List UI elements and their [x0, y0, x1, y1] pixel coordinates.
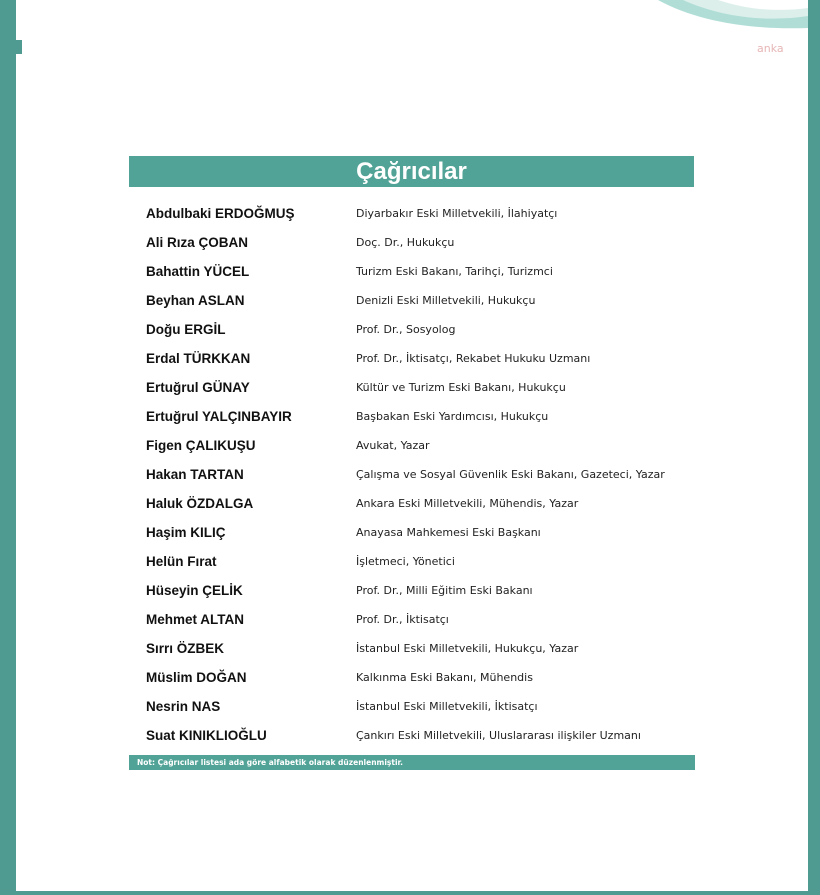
watermark-logo: anka [757, 42, 784, 55]
document-page [16, 0, 808, 891]
person-name: Abdulbaki ERDOĞMUŞ [146, 206, 295, 221]
person-description: Çankırı Eski Milletvekili, Uluslararası ilişkiler Uzmanı [356, 729, 641, 742]
person-description: Başbakan Eski Yardımcısı, Hukukçu [356, 410, 549, 423]
list-item [146, 344, 766, 373]
list-item [146, 228, 766, 257]
list-item [146, 547, 766, 576]
person-name: Hakan TARTAN [146, 467, 244, 482]
person-name: Mehmet ALTAN [146, 612, 244, 627]
person-name: Müslim DOĞAN [146, 670, 247, 685]
list-item [146, 721, 766, 750]
note-banner [129, 755, 695, 770]
list-item [146, 315, 766, 344]
person-description: Prof. Dr., Milli Eğitim Eski Bakanı [356, 584, 533, 597]
list-item [146, 692, 766, 721]
person-description: Turizm Eski Bakanı, Tarihçi, Turizmci [356, 265, 553, 278]
person-description: Prof. Dr., Sosyolog [356, 323, 456, 336]
person-name: Haşim KILIÇ [146, 525, 226, 540]
person-name: Figen ÇALIKUŞU [146, 438, 256, 453]
person-description: Diyarbakır Eski Milletvekili, İlahiyatçı [356, 207, 558, 220]
person-description: Denizli Eski Milletvekili, Hukukçu [356, 294, 536, 307]
frame-notch [16, 40, 22, 54]
person-name: Ertuğrul YALÇINBAYIR [146, 409, 292, 424]
list-item [146, 402, 766, 431]
list-item [146, 518, 766, 547]
list-item [146, 431, 766, 460]
person-description: Prof. Dr., İktisatçı, Rekabet Hukuku Uzmanı [356, 352, 591, 365]
list-item [146, 199, 766, 228]
list-item [146, 576, 766, 605]
person-name: Bahattin YÜCEL [146, 264, 250, 279]
person-name: Hüseyin ÇELİK [146, 583, 243, 598]
list-item [146, 634, 766, 663]
title-banner [129, 156, 694, 187]
person-description: İşletmeci, Yönetici [356, 555, 455, 568]
person-description: İstanbul Eski Milletvekili, Hukukçu, Yazar [356, 642, 579, 655]
person-name: Doğu ERGİL [146, 322, 226, 337]
page-title: Çağrıcılar [356, 157, 467, 185]
decorative-swoosh [658, 0, 808, 60]
person-name: Haluk ÖZDALGA [146, 496, 254, 511]
person-name: Beyhan ASLAN [146, 293, 245, 308]
person-name: Erdal TÜRKKAN [146, 351, 251, 366]
person-description: Çalışma ve Sosyal Güvenlik Eski Bakanı, Gazeteci, Yazar [356, 468, 665, 481]
person-description: Ankara Eski Milletvekili, Mühendis, Yazar [356, 497, 579, 510]
note-text: Not: Çağrıcılar listesi ada göre alfabetik olarak düzenlenmiştir. [137, 758, 404, 767]
person-description: Anayasa Mahkemesi Eski Başkanı [356, 526, 541, 539]
person-description: Kalkınma Eski Bakanı, Mühendis [356, 671, 533, 684]
person-name: Ertuğrul GÜNAY [146, 380, 250, 395]
people-list [146, 199, 766, 750]
list-item [146, 663, 766, 692]
person-name: Sırrı ÖZBEK [146, 641, 225, 656]
list-item [146, 460, 766, 489]
person-description: İstanbul Eski Milletvekili, İktisatçı [356, 700, 538, 713]
person-description: Prof. Dr., İktisatçı [356, 613, 449, 626]
person-description: Kültür ve Turizm Eski Bakanı, Hukukçu [356, 381, 566, 394]
person-name: Suat KINIKLIOĞLU [146, 728, 267, 743]
list-item [146, 257, 766, 286]
person-name: Helün Fırat [146, 554, 217, 569]
person-description: Doç. Dr., Hukukçu [356, 236, 455, 249]
list-item [146, 373, 766, 402]
list-item [146, 489, 766, 518]
list-item [146, 605, 766, 634]
person-description: Avukat, Yazar [356, 439, 430, 452]
list-item [146, 286, 766, 315]
person-name: Nesrin NAS [146, 699, 221, 714]
person-name: Ali Rıza ÇOBAN [146, 235, 249, 250]
